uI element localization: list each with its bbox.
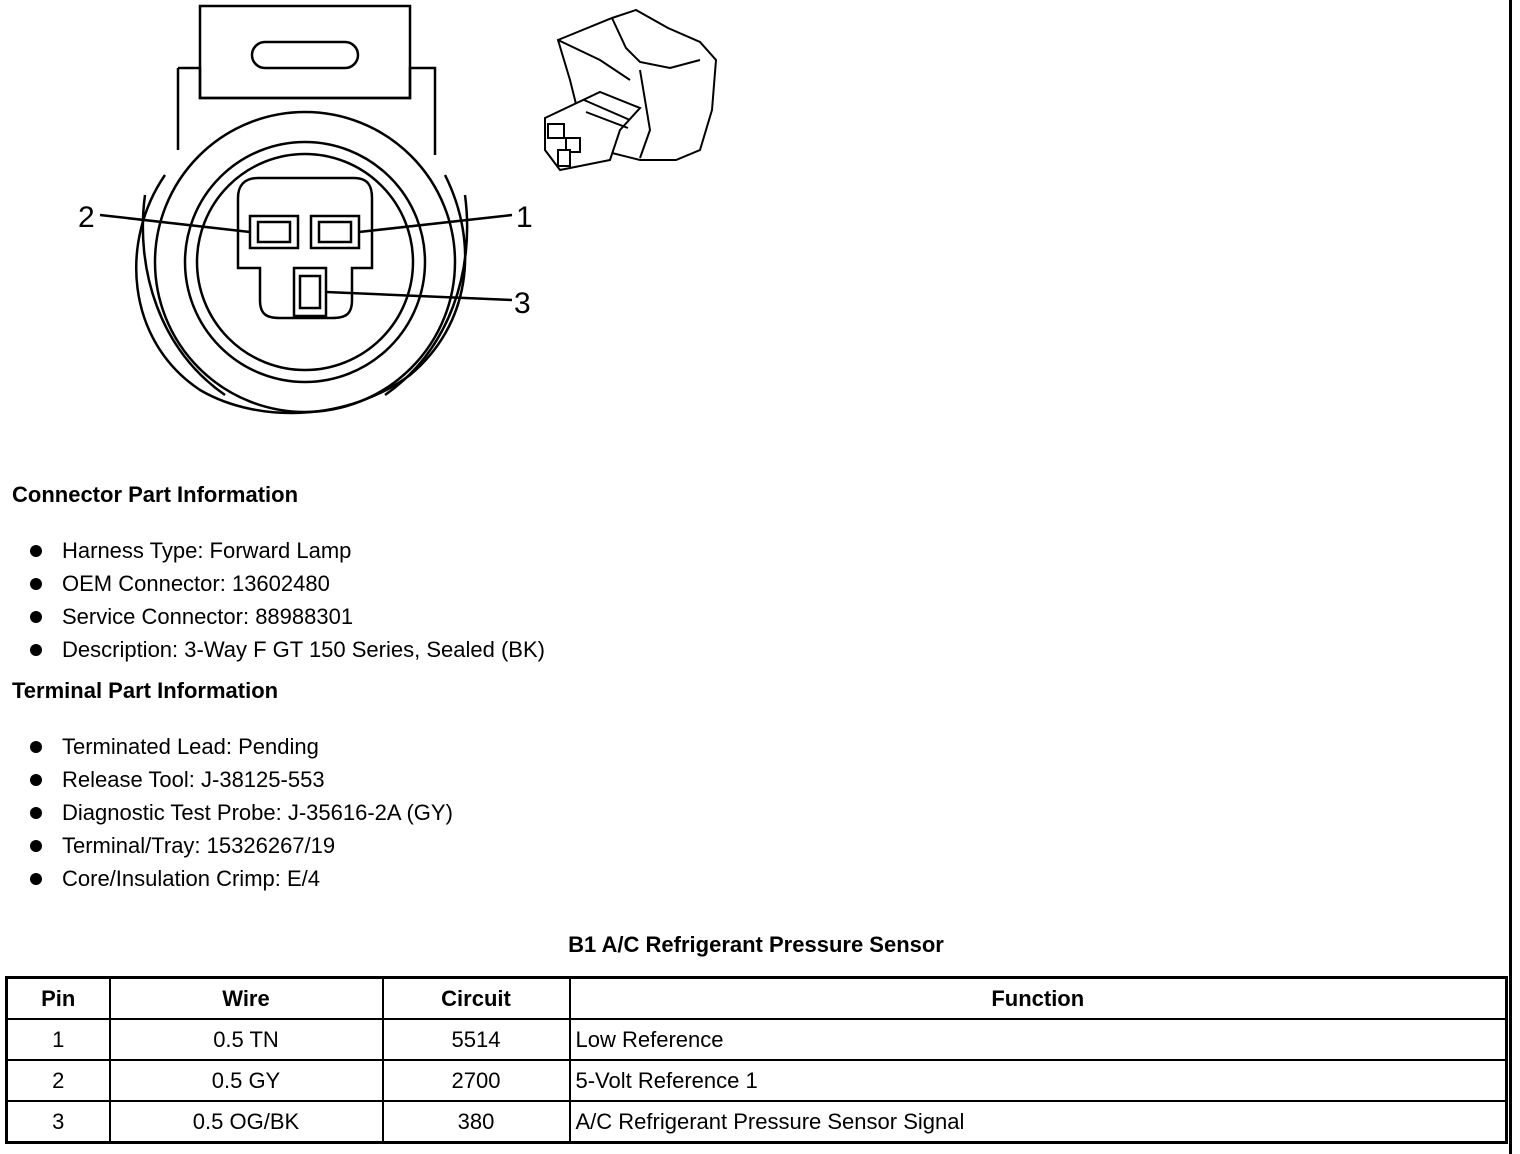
pin-label-1: 1 [516,201,533,234]
list-item: Release Tool: J-38125-553 [30,763,453,796]
bullet-icon [30,741,42,753]
terminal-info-heading: Terminal Part Information [12,678,279,703]
list-item: Terminated Lead: Pending [30,730,453,763]
page-right-border [1509,0,1512,1154]
connector-diagram [0,0,760,430]
list-item: Core/Insulation Crimp: E/4 [30,862,453,895]
cell-wire: 0.5 TN [110,1019,383,1060]
cell-pin: 2 [7,1060,110,1101]
cell-wire: 0.5 GY [110,1060,383,1101]
terminal-info-list [30,730,453,895]
list-item: Service Connector: 88988301 [30,600,545,633]
connector-info-heading: Connector Part Information [12,482,299,507]
bullet-icon [30,807,42,819]
bullet-icon [30,840,42,852]
cell-function: A/C Refrigerant Pressure Sensor Signal [570,1101,1507,1143]
connector-face-view [100,6,512,413]
list-item: Harness Type: Forward Lamp [30,534,545,567]
bullet-icon [30,611,42,623]
pin-label-3: 3 [514,287,531,320]
bullet-icon [30,644,42,656]
header-function: Function [570,978,1507,1020]
bullet-icon [30,873,42,885]
table-title: B1 A/C Refrigerant Pressure Sensor [568,932,944,957]
header-wire: Wire [110,978,383,1020]
cell-function: Low Reference [570,1019,1507,1060]
pinout-table [5,976,1508,1144]
cell-pin: 1 [7,1019,110,1060]
list-item: OEM Connector: 13602480 [30,567,545,600]
bullet-icon [30,545,42,557]
cell-circuit: 2700 [383,1060,570,1101]
cell-circuit: 380 [383,1101,570,1143]
connector-isometric-view [545,10,716,170]
cell-circuit: 5514 [383,1019,570,1060]
connector-info-list [30,534,545,666]
bullet-icon [30,578,42,590]
pin-label-2: 2 [78,201,95,234]
table-header-row [7,978,1507,1020]
cell-wire: 0.5 OG/BK [110,1101,383,1143]
cell-function: 5-Volt Reference 1 [570,1060,1507,1101]
header-pin: Pin [7,978,110,1020]
table-row [7,1060,1507,1101]
table-row [7,1101,1507,1143]
list-item: Diagnostic Test Probe: J-35616-2A (GY) [30,796,453,829]
table-row [7,1019,1507,1060]
header-circuit: Circuit [383,978,570,1020]
list-item: Description: 3-Way F GT 150 Series, Sealed (BK) [30,633,545,666]
list-item: Terminal/Tray: 15326267/19 [30,829,453,862]
cell-pin: 3 [7,1101,110,1143]
bullet-icon [30,774,42,786]
